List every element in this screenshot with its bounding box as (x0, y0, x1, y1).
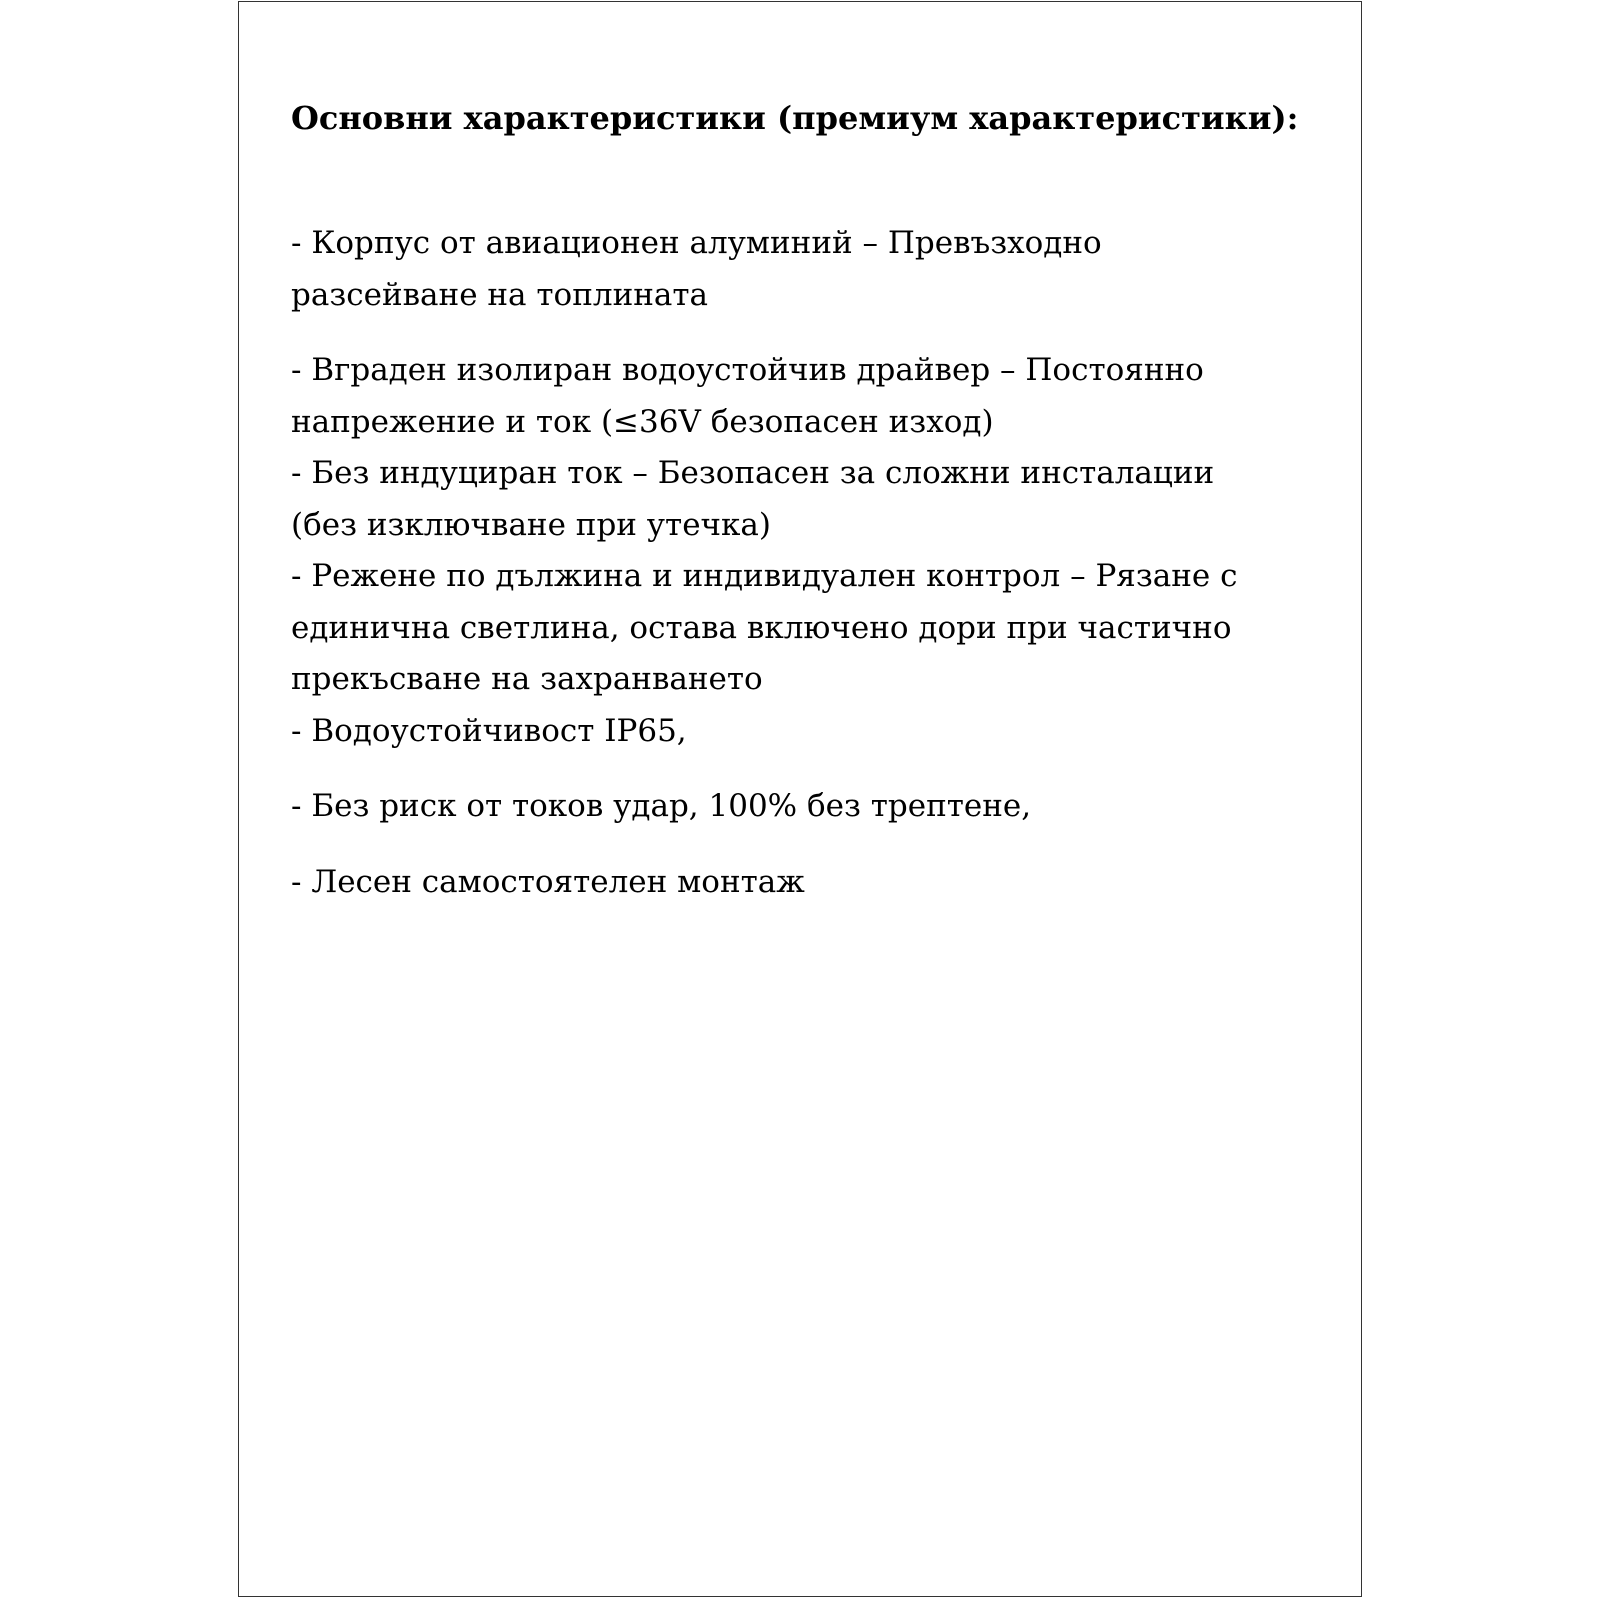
paragraph-installation (291, 857, 1301, 909)
text-line: - Режене по дължина и индивидуален контрол – Рязане с (291, 558, 1238, 594)
text-line: - Без индуциран ток – Безопасен за сложни инсталации (291, 455, 1215, 491)
text-line: - Вграден изолиран водоустойчив драйвер – Постоянно (291, 352, 1204, 388)
text-line: - Без риск от токов удар, 100% без трептене, (291, 788, 1032, 824)
document-title: Основни характеристики (премиум характеристики): (291, 99, 1299, 137)
text-line: (без изключване при утечка) (291, 506, 771, 543)
paragraph-driver-features (291, 345, 1301, 757)
text-line: напрежение и ток (≤36V безопасен изход) (291, 403, 994, 440)
text-line: - Водоустойчивост IP65, (291, 712, 687, 749)
document-page (238, 1, 1362, 1597)
paragraph-housing (291, 218, 1301, 321)
text-line: - Корпус от авиационен алуминий – Превъзходно (291, 225, 1102, 261)
document-content (291, 92, 1301, 908)
text-line: единична светлина, остава включено дори при частично (291, 609, 1232, 646)
text-line: - Лесен самостоятелен монтаж (291, 863, 805, 900)
paragraph-safety (291, 781, 1301, 833)
text-line: разсейване на топлината (291, 276, 709, 313)
text-line: прекъсване на захранването (291, 661, 763, 697)
